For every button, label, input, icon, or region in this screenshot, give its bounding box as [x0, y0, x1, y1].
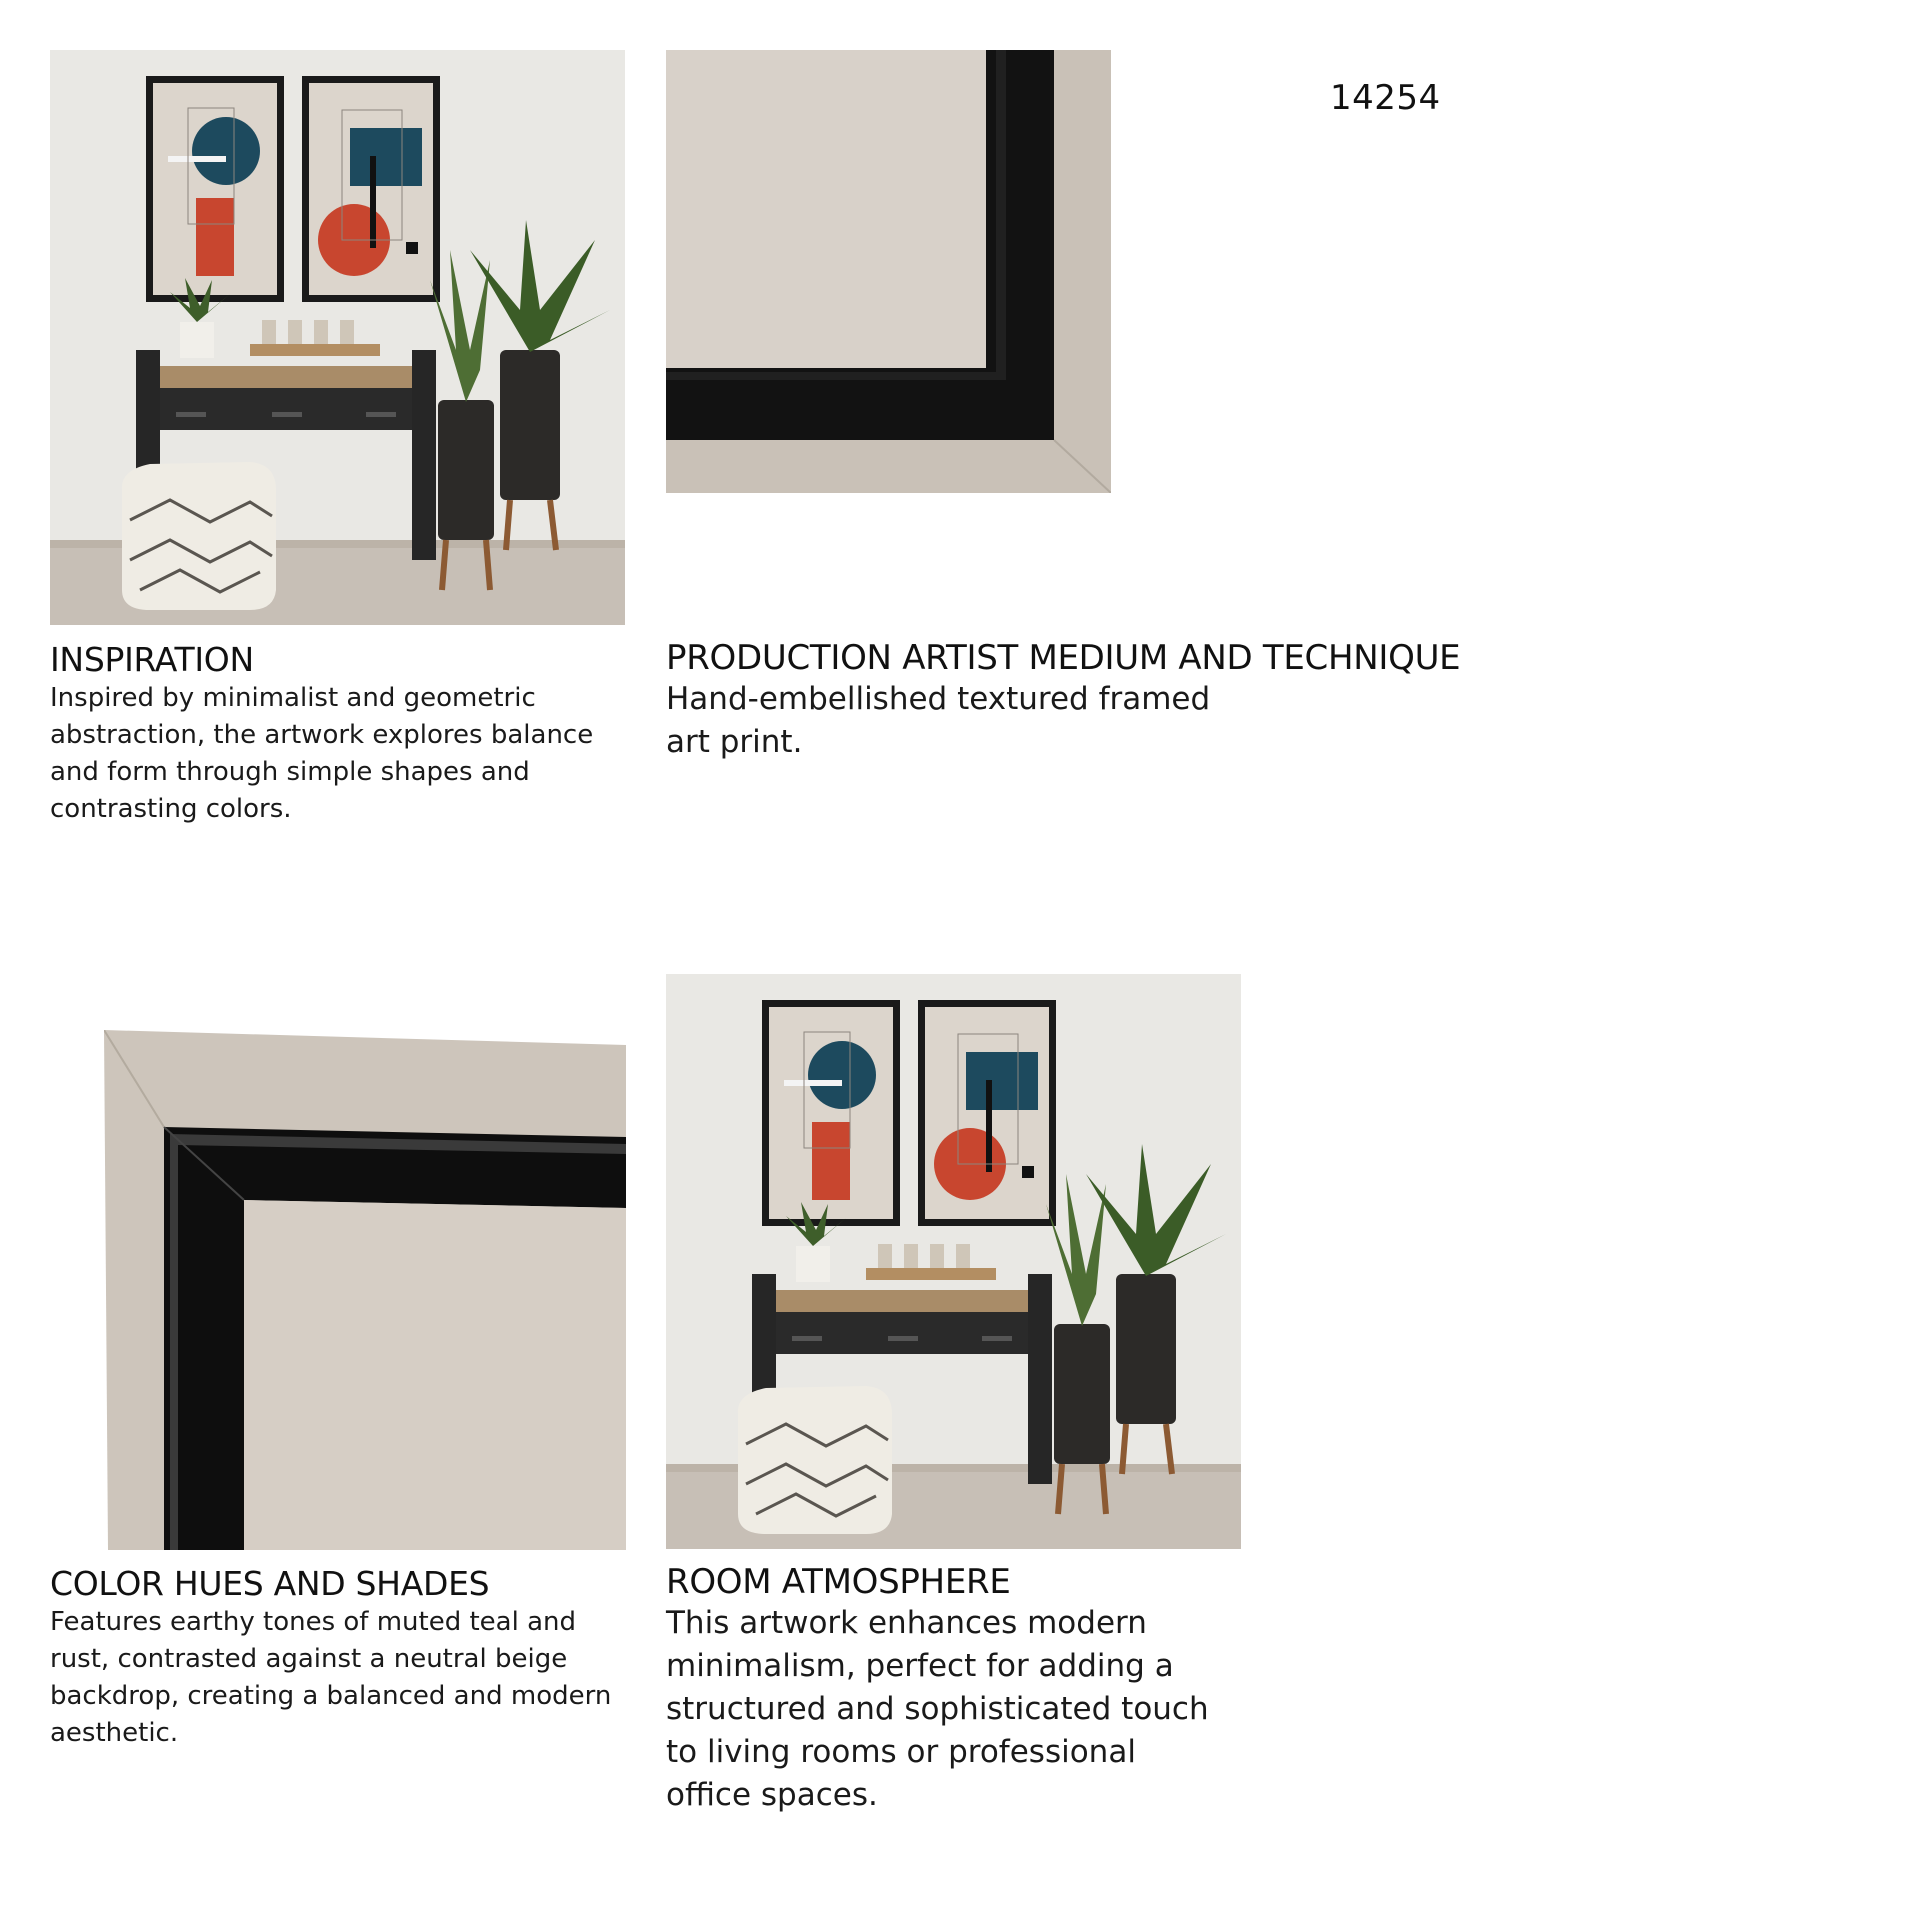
production-section: [666, 638, 1466, 764]
color-title: COLOR HUES AND SHADES: [50, 1564, 490, 1603]
production-title: PRODUCTION ARTIST MEDIUM AND TECHNIQUE: [666, 638, 1461, 678]
room-scene-photo: [50, 50, 625, 625]
inspiration-text: Inspired by minimalist and geometric abstraction, the artwork explores balance and form through simple shapes and contrasting colors.: [50, 683, 594, 824]
frame-corner-detail-photo: [666, 50, 1111, 493]
color-text: Features earthy tones of muted teal and rust, contrasted against a neutral beige backdrop, creating a balanced and modern aesthetic.: [50, 1607, 612, 1748]
room-section: [666, 1562, 1226, 1817]
production-text: Hand-embellished textured framed art print.: [666, 681, 1211, 760]
room-text: This artwork enhances modern minimalism, perfect for adding a structured and sophisticated touch to living rooms or professional office spaces.: [666, 1605, 1209, 1813]
product-sku: 14254: [1330, 78, 1441, 118]
frame-closeup-photo: [104, 1030, 626, 1550]
inspiration-section: [50, 640, 640, 828]
room-atmosphere-photo: [666, 974, 1241, 1549]
inspiration-title: INSPIRATION: [50, 640, 254, 679]
color-section: [50, 1564, 640, 1752]
room-title: ROOM ATMOSPHERE: [666, 1562, 1011, 1602]
